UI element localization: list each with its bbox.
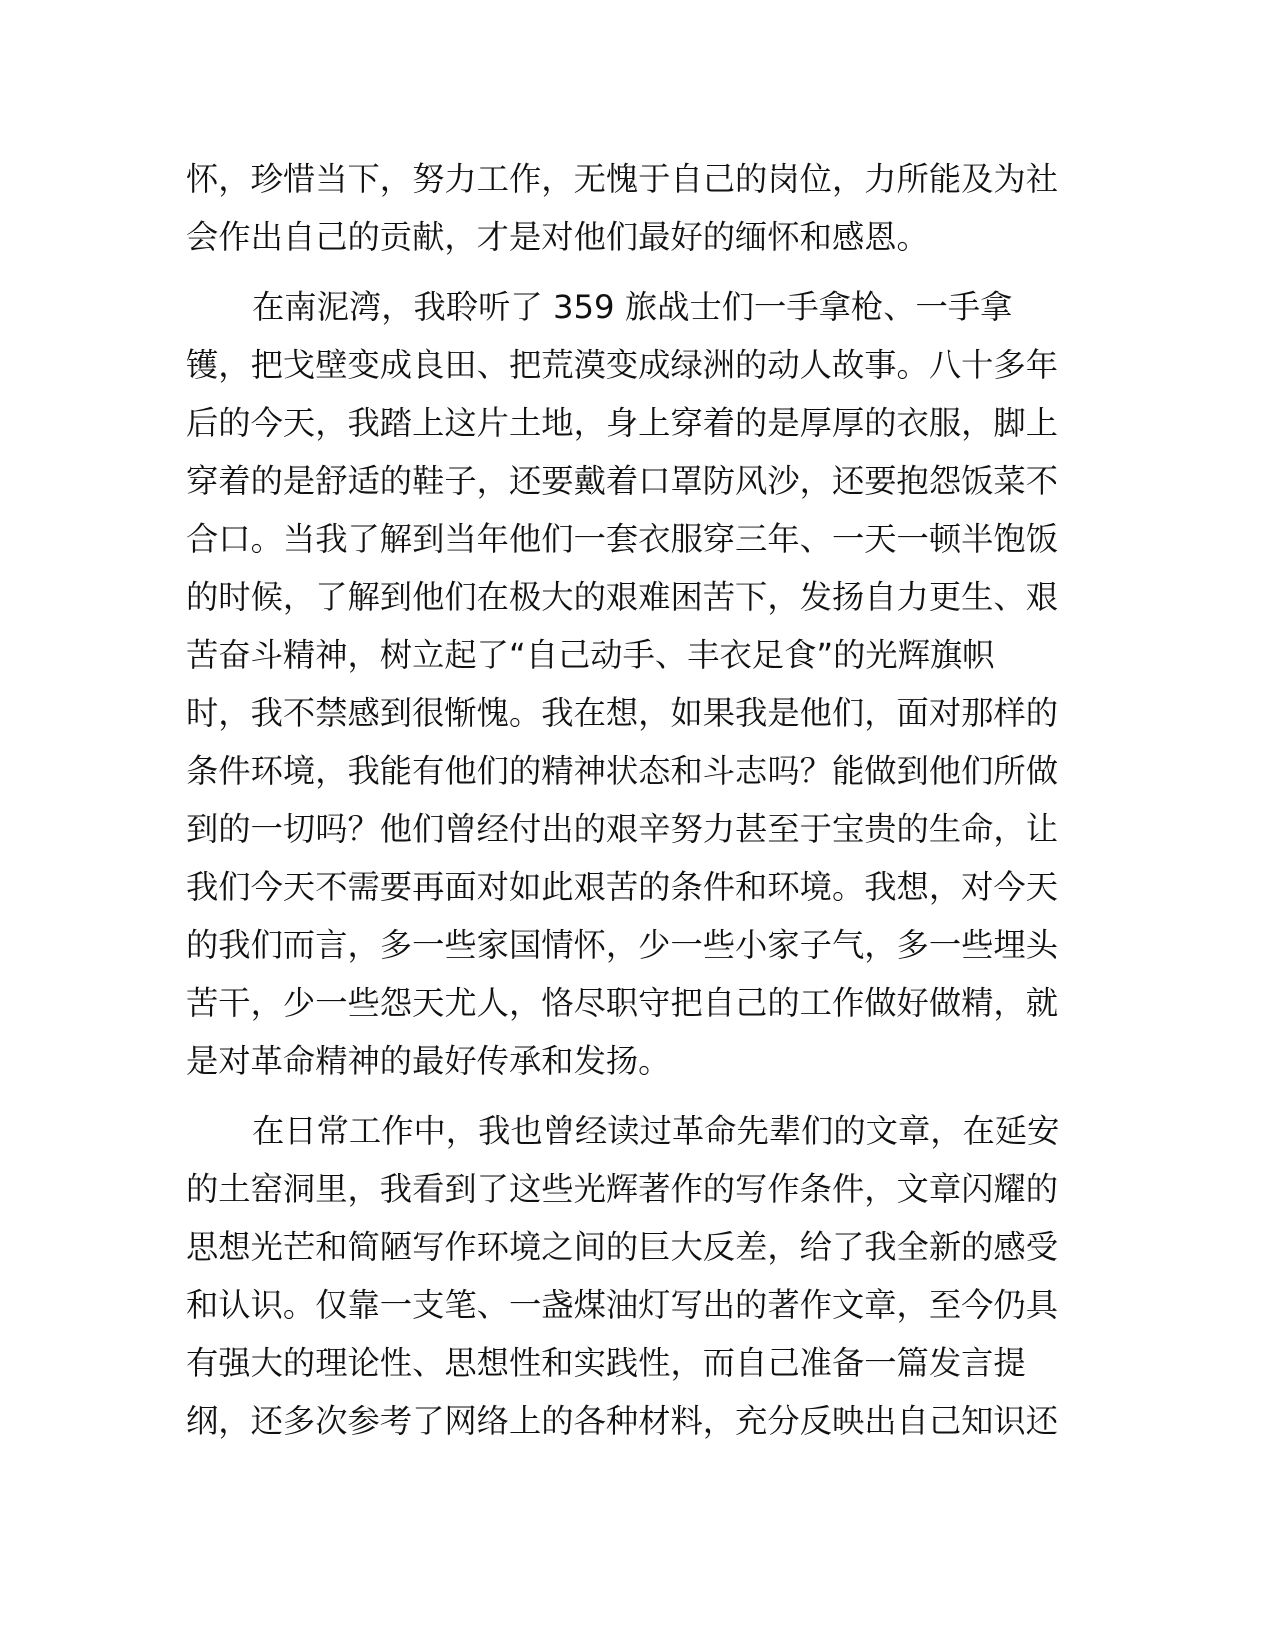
text-line: 后的今天，我踏上这片土地，身上穿着的是厚厚的衣服，脚上 [186,404,1059,442]
document-body [186,150,1090,1462]
text-line: 怀，珍惜当下，努力工作，无愧于自己的岗位，力所能及为社 [186,160,1059,198]
text-line: 的时候，了解到他们在极大的艰难困苦下，发扬自力更生、艰 [186,578,1059,616]
text-line: 和认识。仅靠一支笔、一盏煤油灯写出的著作文章，至今仍具 [186,1286,1059,1324]
text-line: 穿着的是舒适的鞋子，还要戴着口罩防风沙，还要抱怨饭菜不 [186,462,1059,500]
text-line: 的土窑洞里，我看到了这些光辉著作的写作条件，文章闪耀的 [186,1170,1059,1208]
text-line: 苦奋斗精神，树立起了“自己动手、丰衣足食”的光辉旗帜 [186,636,995,674]
text-line: 我们今天不需要再面对如此艰苦的条件和环境。我想，对今天 [186,868,1059,906]
text-line: 会作出自己的贡献，才是对他们最好的缅怀和感恩。 [186,218,929,256]
text-line: 时，我不禁感到很惭愧。我在想，如果我是他们，面对那样的 [186,694,1059,732]
paragraph-2 [186,278,1090,1090]
text-line: 有强大的理论性、思想性和实践性，而自己准备一篇发言提 [186,1344,1026,1382]
text-line: 条件环境，我能有他们的精神状态和斗志吗？能做到他们所做 [186,752,1059,790]
paragraph-3 [186,1102,1090,1450]
text-line: 镬，把戈壁变成良田、把荒漠变成绿洲的动人故事。八十多年 [186,346,1059,384]
text-line: 到的一切吗？他们曾经付出的艰辛努力甚至于宝贵的生命，让 [186,810,1059,848]
text-line: 合口。当我了解到当年他们一套衣服穿三年、一天一顿半饱饭 [186,520,1059,558]
text-line: 在日常工作中，我也曾经读过革命先辈们的文章，在延安 [252,1112,1060,1150]
text-line: 思想光芒和简陋写作环境之间的巨大反差，给了我全新的感受 [186,1228,1059,1266]
text-line: 纲，还多次参考了网络上的各种材料，充分反映出自己知识还 [186,1402,1059,1440]
text-line: 苦干，少一些怨天尤人，恪尽职守把自己的工作做好做精，就 [186,984,1059,1022]
paragraph-1 [186,150,1090,266]
text-line: 是对革命精神的最好传承和发扬。 [186,1042,671,1080]
text-line: 在南泥湾，我聆听了 359 旅战士们一手拿枪、一手拿 [252,288,1013,326]
text-line: 的我们而言，多一些家国情怀，少一些小家子气，多一些埋头 [186,926,1059,964]
